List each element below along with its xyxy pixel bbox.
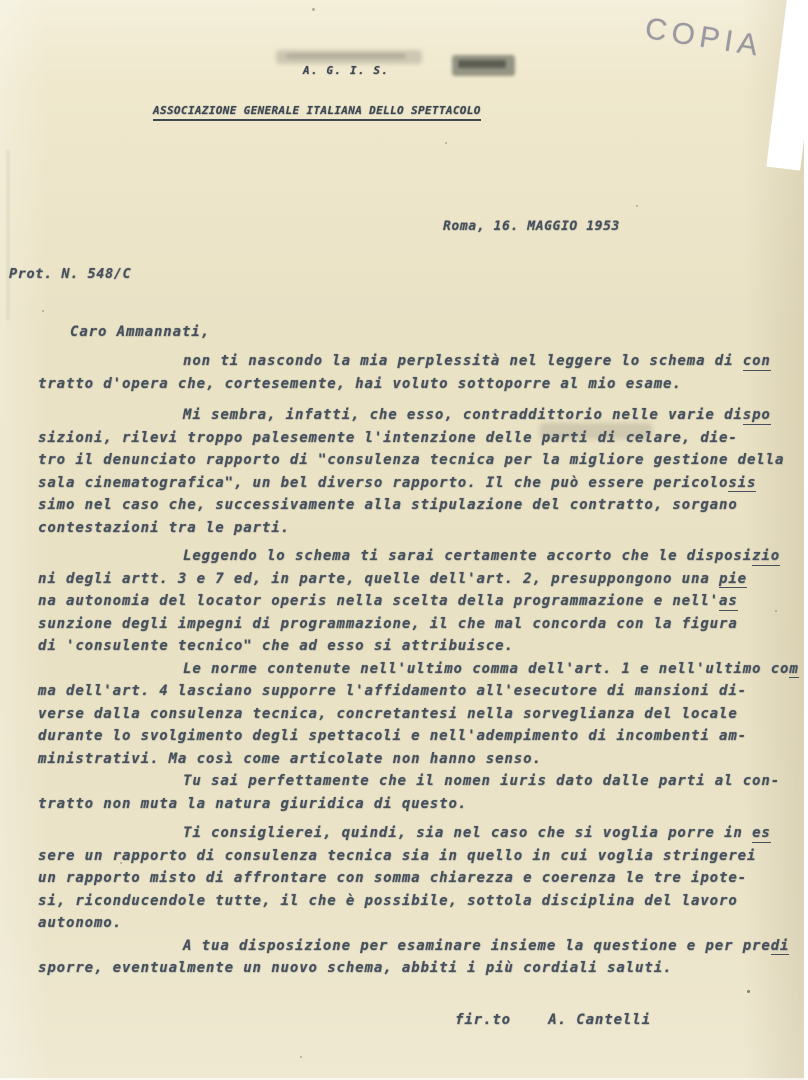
letter-body [38, 350, 800, 980]
scan-edge-right [804, 0, 808, 1080]
paper-speckle [747, 990, 750, 993]
copia-stamp: COPIA [642, 12, 765, 64]
paragraph [38, 658, 800, 771]
hyphenation-underline: con [742, 353, 771, 369]
signature-line: fir.to A. Cantelli [455, 1012, 651, 1028]
paragraph [38, 404, 800, 539]
letter-line: ministrativi. Ma così come articolate non hanno senso. [38, 750, 542, 767]
letter-line: durante lo svolgimento degli spettacoli e nell'adempimento di incombenti am- [38, 728, 747, 744]
hyphenation-underline: spo [742, 407, 771, 423]
letter-line: simo nel caso che, successivamente alla stipulazione del contratto, sorgano [38, 497, 738, 513]
hyphenation-underline: sis [728, 474, 757, 491]
letter-line: autonomo. [38, 915, 122, 931]
letter-line: verse dalla consulenza tecnica, concretantesi nella sorveglianza del locale [38, 705, 738, 722]
letter-line: sizioni, rilevi troppo palesemente l'intenzione delle parti di celare, die- [38, 429, 738, 446]
letter-line: Leggendo lo schema ti sarai certamente accorto che le disposizio [183, 548, 781, 564]
hyphenation-underline: di [770, 937, 790, 954]
dateline: Roma, 16. MAGGIO 1953 [443, 219, 620, 234]
letter-line: di 'consulente tecnico" che ad esso si attribuisce. [38, 638, 514, 654]
paragraph [38, 935, 800, 980]
paper-speckle [42, 310, 44, 312]
paper-speckle [300, 1056, 302, 1058]
hyphenation-underline: zio [752, 548, 781, 564]
erased-ink-smudge [276, 50, 422, 64]
org-abbreviation [0, 64, 808, 77]
paper-crease [7, 150, 9, 320]
paragraph [38, 545, 800, 658]
letter-line: ni degli artt. 3 e 7 ed, in parte, quelle dell'art. 2, presuppongono una pie [38, 570, 747, 587]
paragraph [38, 770, 800, 815]
paper-speckle [445, 142, 447, 144]
letter-line: Ti consiglierei, quindi, sia nel caso che si voglia porre in es [183, 825, 771, 841]
org-name: ASSOCIAZIONE GENERALE ITALIANA DELLO SPETTACOLO [153, 104, 481, 121]
letter-line: tro il denunciato rapporto di "consulenza tecnica per la migliore gestione della [38, 452, 785, 468]
letter-line: sporre, eventualmente un nuovo schema, abbiti i più cordiali saluti. [38, 960, 673, 976]
letter-line: Tu sai perfettamente che il nomen iuris dato dalle parti al con- [183, 773, 781, 789]
letter-line: non ti nascondo la mia perplessità nel leggere lo schema di con [183, 353, 771, 369]
paragraph [38, 350, 800, 395]
letter-line: na autonomia del locator operis nella scelta della programmazione e nell'as [38, 593, 738, 609]
letter-line: Le norme contenute nell'ultimo comma dell'art. 1 e nell'ultimo com [183, 660, 799, 677]
letter-line: tratto non muta la natura giuridica di questo. [38, 795, 468, 812]
paper-speckle [636, 205, 638, 207]
hyphenation-underline: as [719, 593, 738, 609]
org-abbreviation-text: A. G. I. S. [302, 64, 390, 77]
paragraph [38, 822, 800, 935]
letter-line: si, riconducendole tutte, il che è possibile, sottola disciplina del lavoro [38, 892, 738, 909]
letter-line: sala cinematografica", un bel diverso rapporto. Il che può essere pericolosis [38, 474, 757, 491]
letter-line: contestazioni tra le parti. [38, 519, 290, 536]
salutation: Caro Ammannati, [70, 324, 210, 340]
letter-line: un rapporto misto di affrontare con somma chiarezza e coerenza le tre ipote- [38, 870, 747, 886]
hyphenation-underline: pie [719, 570, 747, 587]
hyphenation-underline: es [752, 825, 771, 841]
letter-line: Mi sembra, infatti, che esso, contraddittorio nelle varie dispo [183, 407, 771, 423]
letter-line: sere un rapporto di consulenza tecnica sia in quello in cui voglia stringerei [38, 847, 757, 864]
protocol-number: Prot. N. 548/C [9, 266, 132, 282]
letter-line: tratto d'opera che, cortesemente, hai voluto sottoporre al mio esame. [38, 375, 682, 392]
letter-line: sunzione degli impegni di programmazione, il che mal concorda con la figura [38, 615, 738, 632]
letter-line: ma dell'art. 4 lasciano supporre l'affidamento all'esecutore di mansioni di- [38, 683, 747, 699]
hyphenation-underline: m [789, 660, 799, 677]
letter-line: A tua disposizione per esaminare insieme la questione e per predi [183, 937, 790, 954]
paper-speckle [312, 8, 315, 11]
scan-edge-top-right [766, 0, 808, 171]
